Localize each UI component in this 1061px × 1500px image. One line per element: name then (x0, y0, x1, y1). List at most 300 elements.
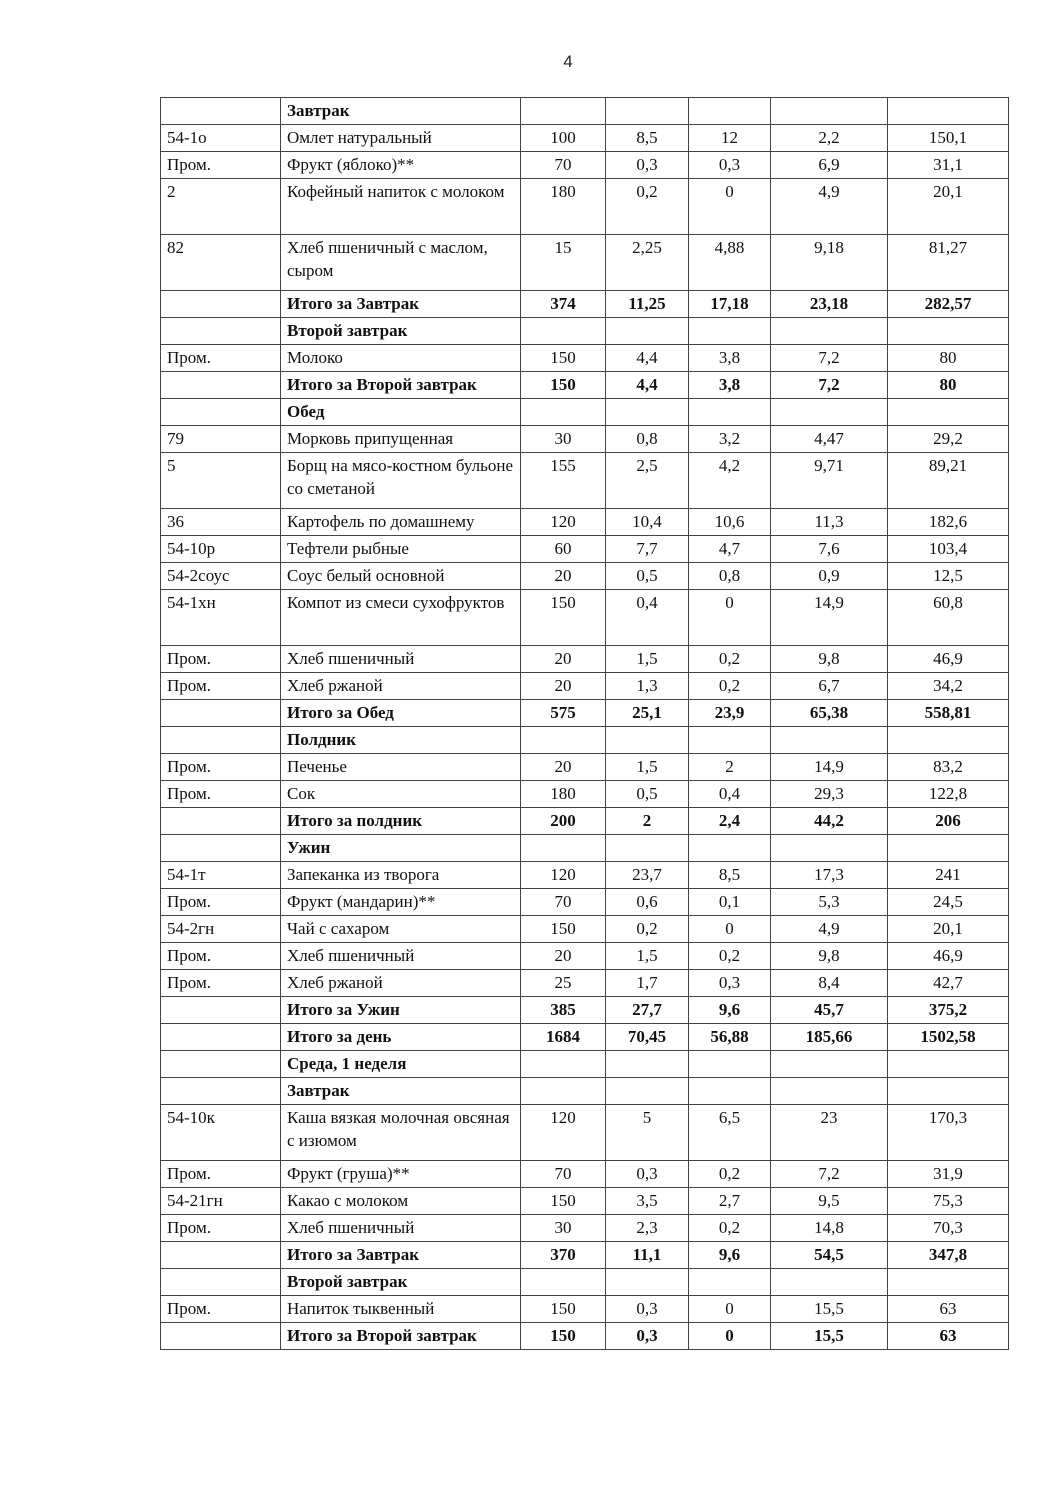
recipe-code-cell: Пром. (161, 889, 281, 916)
protein-cell: 0,6 (606, 889, 689, 916)
carbs-cell (771, 399, 888, 426)
table-row (161, 673, 1009, 700)
kcal-cell: 63 (888, 1296, 1009, 1323)
weight-cell: 385 (521, 997, 606, 1024)
table-row (161, 943, 1009, 970)
fat-cell: 0 (689, 916, 771, 943)
carbs-cell: 9,5 (771, 1188, 888, 1215)
dish-name-cell: Омлет натуральный (281, 125, 521, 152)
carbs-cell: 4,9 (771, 179, 888, 235)
dish-name-cell: Борщ на мясо-костном бульоне со сметаной (281, 453, 521, 509)
recipe-code-cell: 54-1о (161, 125, 281, 152)
protein-cell: 4,4 (606, 345, 689, 372)
recipe-code-cell (161, 1024, 281, 1051)
weight-cell: 20 (521, 646, 606, 673)
carbs-cell: 7,6 (771, 536, 888, 563)
table-row (161, 1215, 1009, 1242)
carbs-cell: 7,2 (771, 372, 888, 399)
protein-cell (606, 727, 689, 754)
kcal-cell: 75,3 (888, 1188, 1009, 1215)
dish-name-cell: Печенье (281, 754, 521, 781)
recipe-code-cell: 54-1т (161, 862, 281, 889)
kcal-cell: 20,1 (888, 916, 1009, 943)
recipe-code-cell: 5 (161, 453, 281, 509)
fat-cell: 0,3 (689, 152, 771, 179)
fat-cell: 0 (689, 179, 771, 235)
weight-cell: 150 (521, 372, 606, 399)
dish-name-cell: Хлеб пшеничный (281, 646, 521, 673)
recipe-code-cell: 54-21гн (161, 1188, 281, 1215)
recipe-code-cell (161, 727, 281, 754)
kcal-cell: 20,1 (888, 179, 1009, 235)
carbs-cell: 6,7 (771, 673, 888, 700)
carbs-cell: 14,8 (771, 1215, 888, 1242)
fat-cell: 4,2 (689, 453, 771, 509)
weight-cell (521, 1269, 606, 1296)
weight-cell (521, 399, 606, 426)
kcal-cell: 29,2 (888, 426, 1009, 453)
carbs-cell (771, 1078, 888, 1105)
section-header-row (161, 835, 1009, 862)
dish-name-cell: Морковь припущенная (281, 426, 521, 453)
protein-cell: 0,8 (606, 426, 689, 453)
carbs-cell: 11,3 (771, 509, 888, 536)
weight-cell: 70 (521, 1161, 606, 1188)
weight-cell: 150 (521, 345, 606, 372)
protein-cell: 11,1 (606, 1242, 689, 1269)
weight-cell: 374 (521, 291, 606, 318)
recipe-code-cell: 79 (161, 426, 281, 453)
table-row (161, 1105, 1009, 1161)
table-row (161, 590, 1009, 646)
protein-cell: 2,25 (606, 235, 689, 291)
kcal-cell: 80 (888, 345, 1009, 372)
kcal-cell: 80 (888, 372, 1009, 399)
protein-cell: 70,45 (606, 1024, 689, 1051)
fat-cell: 2 (689, 754, 771, 781)
fat-cell: 0,4 (689, 781, 771, 808)
recipe-code-cell: Пром. (161, 781, 281, 808)
fat-cell: 0,8 (689, 563, 771, 590)
weight-cell: 1684 (521, 1024, 606, 1051)
recipe-code-cell (161, 1323, 281, 1350)
weight-cell: 575 (521, 700, 606, 727)
dish-name-cell: Итого за день (281, 1024, 521, 1051)
fat-cell: 0,2 (689, 943, 771, 970)
dish-name-cell: Молоко (281, 345, 521, 372)
weight-cell: 150 (521, 1188, 606, 1215)
weight-cell: 70 (521, 152, 606, 179)
kcal-cell: 1502,58 (888, 1024, 1009, 1051)
weight-cell: 370 (521, 1242, 606, 1269)
recipe-code-cell: Пром. (161, 970, 281, 997)
total-row (161, 1242, 1009, 1269)
fat-cell: 0,2 (689, 646, 771, 673)
total-row (161, 808, 1009, 835)
total-row (161, 1323, 1009, 1350)
weight-cell (521, 835, 606, 862)
fat-cell: 10,6 (689, 509, 771, 536)
weight-cell: 180 (521, 179, 606, 235)
protein-cell: 0,3 (606, 1296, 689, 1323)
kcal-cell: 558,81 (888, 700, 1009, 727)
recipe-code-cell: 54-2соус (161, 563, 281, 590)
protein-cell: 5 (606, 1105, 689, 1161)
fat-cell: 9,6 (689, 997, 771, 1024)
dish-name-cell: Кофейный напиток с молоком (281, 179, 521, 235)
recipe-code-cell (161, 372, 281, 399)
dish-name-cell: Обед (281, 399, 521, 426)
carbs-cell: 9,8 (771, 646, 888, 673)
weight-cell: 20 (521, 563, 606, 590)
fat-cell: 56,88 (689, 1024, 771, 1051)
carbs-cell: 17,3 (771, 862, 888, 889)
kcal-cell: 182,6 (888, 509, 1009, 536)
section-header-row (161, 318, 1009, 345)
carbs-cell (771, 727, 888, 754)
protein-cell: 0,4 (606, 590, 689, 646)
dish-name-cell: Тефтели рыбные (281, 536, 521, 563)
weight-cell: 20 (521, 754, 606, 781)
weight-cell: 120 (521, 509, 606, 536)
table-row (161, 970, 1009, 997)
protein-cell: 4,4 (606, 372, 689, 399)
carbs-cell (771, 835, 888, 862)
protein-cell: 1,7 (606, 970, 689, 997)
recipe-code-cell (161, 291, 281, 318)
fat-cell: 17,18 (689, 291, 771, 318)
protein-cell: 2,5 (606, 453, 689, 509)
protein-cell (606, 98, 689, 125)
kcal-cell (888, 1051, 1009, 1078)
protein-cell: 10,4 (606, 509, 689, 536)
dish-name-cell: Сок (281, 781, 521, 808)
dish-name-cell: Итого за Обед (281, 700, 521, 727)
carbs-cell: 23 (771, 1105, 888, 1161)
weight-cell: 120 (521, 1105, 606, 1161)
carbs-cell: 45,7 (771, 997, 888, 1024)
protein-cell: 27,7 (606, 997, 689, 1024)
table-row (161, 179, 1009, 235)
dish-name-cell: Фрукт (яблоко)** (281, 152, 521, 179)
recipe-code-cell: Пром. (161, 1161, 281, 1188)
weight-cell: 120 (521, 862, 606, 889)
carbs-cell: 7,2 (771, 345, 888, 372)
kcal-cell: 347,8 (888, 1242, 1009, 1269)
carbs-cell: 65,38 (771, 700, 888, 727)
dish-name-cell: Соус белый основной (281, 563, 521, 590)
recipe-code-cell (161, 98, 281, 125)
page-number: 4 (563, 52, 573, 71)
fat-cell: 0,1 (689, 889, 771, 916)
carbs-cell: 14,9 (771, 754, 888, 781)
kcal-cell: 89,21 (888, 453, 1009, 509)
table-row (161, 345, 1009, 372)
weight-cell (521, 98, 606, 125)
fat-cell: 2,4 (689, 808, 771, 835)
fat-cell: 12 (689, 125, 771, 152)
kcal-cell: 34,2 (888, 673, 1009, 700)
table-row (161, 152, 1009, 179)
fat-cell: 23,9 (689, 700, 771, 727)
kcal-cell: 170,3 (888, 1105, 1009, 1161)
fat-cell: 0,2 (689, 1215, 771, 1242)
fat-cell (689, 1051, 771, 1078)
fat-cell (689, 98, 771, 125)
protein-cell: 1,3 (606, 673, 689, 700)
table-row (161, 889, 1009, 916)
dish-name-cell: Итого за Завтрак (281, 1242, 521, 1269)
fat-cell: 3,2 (689, 426, 771, 453)
menu-table-body (161, 98, 1009, 1350)
recipe-code-cell: 36 (161, 509, 281, 536)
total-row (161, 372, 1009, 399)
weight-cell (521, 318, 606, 345)
kcal-cell: 375,2 (888, 997, 1009, 1024)
table-row (161, 536, 1009, 563)
protein-cell (606, 399, 689, 426)
recipe-code-cell: 54-1хн (161, 590, 281, 646)
weight-cell: 150 (521, 590, 606, 646)
weight-cell: 180 (521, 781, 606, 808)
table-row (161, 646, 1009, 673)
fat-cell (689, 1078, 771, 1105)
protein-cell (606, 1269, 689, 1296)
carbs-cell (771, 1269, 888, 1296)
kcal-cell: 60,8 (888, 590, 1009, 646)
dish-name-cell: Итого за Ужин (281, 997, 521, 1024)
recipe-code-cell: Пром. (161, 345, 281, 372)
dish-name-cell: Итого за Второй завтрак (281, 1323, 521, 1350)
protein-cell: 0,3 (606, 1161, 689, 1188)
carbs-cell: 23,18 (771, 291, 888, 318)
table-row (161, 426, 1009, 453)
weight-cell: 30 (521, 1215, 606, 1242)
dish-name-cell: Итого за Завтрак (281, 291, 521, 318)
kcal-cell: 150,1 (888, 125, 1009, 152)
protein-cell: 2,3 (606, 1215, 689, 1242)
recipe-code-cell: 2 (161, 179, 281, 235)
kcal-cell: 282,57 (888, 291, 1009, 318)
protein-cell: 1,5 (606, 943, 689, 970)
section-header-row (161, 1051, 1009, 1078)
recipe-code-cell (161, 808, 281, 835)
total-row (161, 700, 1009, 727)
protein-cell: 2 (606, 808, 689, 835)
fat-cell: 0,2 (689, 1161, 771, 1188)
fat-cell: 4,7 (689, 536, 771, 563)
weight-cell: 70 (521, 889, 606, 916)
kcal-cell: 83,2 (888, 754, 1009, 781)
dish-name-cell: Второй завтрак (281, 1269, 521, 1296)
kcal-cell (888, 399, 1009, 426)
protein-cell (606, 835, 689, 862)
fat-cell: 9,6 (689, 1242, 771, 1269)
recipe-code-cell (161, 997, 281, 1024)
kcal-cell (888, 1269, 1009, 1296)
protein-cell (606, 1078, 689, 1105)
protein-cell (606, 318, 689, 345)
carbs-cell: 9,8 (771, 943, 888, 970)
fat-cell: 0,2 (689, 673, 771, 700)
carbs-cell: 6,9 (771, 152, 888, 179)
carbs-cell: 5,3 (771, 889, 888, 916)
fat-cell: 3,8 (689, 345, 771, 372)
table-row (161, 563, 1009, 590)
kcal-cell (888, 835, 1009, 862)
table-row (161, 781, 1009, 808)
recipe-code-cell: Пром. (161, 673, 281, 700)
weight-cell: 200 (521, 808, 606, 835)
dish-name-cell: Хлеб пшеничный (281, 1215, 521, 1242)
fat-cell (689, 399, 771, 426)
table-row (161, 453, 1009, 509)
kcal-cell: 241 (888, 862, 1009, 889)
kcal-cell (888, 318, 1009, 345)
dish-name-cell: Полдник (281, 727, 521, 754)
protein-cell: 7,7 (606, 536, 689, 563)
recipe-code-cell: 54-10р (161, 536, 281, 563)
fat-cell (689, 318, 771, 345)
carbs-cell: 44,2 (771, 808, 888, 835)
weight-cell (521, 1051, 606, 1078)
weight-cell: 30 (521, 426, 606, 453)
dish-name-cell: Завтрак (281, 1078, 521, 1105)
section-header-row (161, 399, 1009, 426)
weight-cell: 20 (521, 943, 606, 970)
section-header-row (161, 1078, 1009, 1105)
dish-name-cell: Среда, 1 неделя (281, 1051, 521, 1078)
recipe-code-cell (161, 1269, 281, 1296)
fat-cell: 4,88 (689, 235, 771, 291)
recipe-code-cell (161, 1078, 281, 1105)
kcal-cell (888, 98, 1009, 125)
dish-name-cell: Запеканка из творога (281, 862, 521, 889)
dish-name-cell: Фрукт (груша)** (281, 1161, 521, 1188)
carbs-cell: 7,2 (771, 1161, 888, 1188)
table-row (161, 235, 1009, 291)
total-row (161, 997, 1009, 1024)
dish-name-cell: Напиток тыквенный (281, 1296, 521, 1323)
dish-name-cell: Какао с молоком (281, 1188, 521, 1215)
dish-name-cell: Фрукт (мандарин)** (281, 889, 521, 916)
kcal-cell: 63 (888, 1323, 1009, 1350)
dish-name-cell: Каша вязкая молочная овсяная с изюмом (281, 1105, 521, 1161)
weight-cell: 150 (521, 916, 606, 943)
fat-cell (689, 1269, 771, 1296)
dish-name-cell: Хлеб пшеничный (281, 943, 521, 970)
fat-cell (689, 727, 771, 754)
fat-cell: 3,8 (689, 372, 771, 399)
kcal-cell: 46,9 (888, 943, 1009, 970)
recipe-code-cell (161, 399, 281, 426)
table-row (161, 1296, 1009, 1323)
weight-cell: 60 (521, 536, 606, 563)
fat-cell: 8,5 (689, 862, 771, 889)
fat-cell (689, 835, 771, 862)
fat-cell: 0 (689, 1323, 771, 1350)
dish-name-cell: Хлеб ржаной (281, 673, 521, 700)
table-row (161, 862, 1009, 889)
kcal-cell: 42,7 (888, 970, 1009, 997)
protein-cell: 8,5 (606, 125, 689, 152)
menu-table (160, 97, 1009, 1350)
protein-cell: 0,5 (606, 563, 689, 590)
table-row (161, 1188, 1009, 1215)
table-row (161, 916, 1009, 943)
table-row (161, 125, 1009, 152)
protein-cell: 0,2 (606, 179, 689, 235)
weight-cell: 155 (521, 453, 606, 509)
carbs-cell: 9,18 (771, 235, 888, 291)
weight-cell: 100 (521, 125, 606, 152)
carbs-cell: 4,9 (771, 916, 888, 943)
kcal-cell: 46,9 (888, 646, 1009, 673)
protein-cell (606, 1051, 689, 1078)
protein-cell: 0,3 (606, 1323, 689, 1350)
total-row (161, 291, 1009, 318)
protein-cell: 1,5 (606, 754, 689, 781)
carbs-cell (771, 318, 888, 345)
fat-cell: 0 (689, 590, 771, 646)
kcal-cell: 122,8 (888, 781, 1009, 808)
recipe-code-cell: Пром. (161, 754, 281, 781)
table-row (161, 1161, 1009, 1188)
kcal-cell: 24,5 (888, 889, 1009, 916)
protein-cell: 0,5 (606, 781, 689, 808)
carbs-cell: 14,9 (771, 590, 888, 646)
weight-cell: 15 (521, 235, 606, 291)
kcal-cell (888, 1078, 1009, 1105)
kcal-cell: 31,1 (888, 152, 1009, 179)
weight-cell: 25 (521, 970, 606, 997)
fat-cell: 0 (689, 1296, 771, 1323)
carbs-cell: 54,5 (771, 1242, 888, 1269)
dish-name-cell: Итого за полдник (281, 808, 521, 835)
protein-cell: 25,1 (606, 700, 689, 727)
section-header-row (161, 98, 1009, 125)
kcal-cell: 70,3 (888, 1215, 1009, 1242)
protein-cell: 11,25 (606, 291, 689, 318)
dish-name-cell: Ужин (281, 835, 521, 862)
recipe-code-cell (161, 318, 281, 345)
kcal-cell: 206 (888, 808, 1009, 835)
protein-cell: 0,2 (606, 916, 689, 943)
dish-name-cell: Компот из смеси сухофруктов (281, 590, 521, 646)
section-header-row (161, 727, 1009, 754)
kcal-cell: 81,27 (888, 235, 1009, 291)
carbs-cell (771, 98, 888, 125)
carbs-cell: 2,2 (771, 125, 888, 152)
weight-cell: 150 (521, 1323, 606, 1350)
carbs-cell: 4,47 (771, 426, 888, 453)
recipe-code-cell: 54-2гн (161, 916, 281, 943)
kcal-cell: 31,9 (888, 1161, 1009, 1188)
recipe-code-cell (161, 1242, 281, 1269)
carbs-cell: 15,5 (771, 1323, 888, 1350)
carbs-cell: 0,9 (771, 563, 888, 590)
dish-name-cell: Завтрак (281, 98, 521, 125)
total-row (161, 1024, 1009, 1051)
weight-cell (521, 1078, 606, 1105)
dish-name-cell: Картофель по домашнему (281, 509, 521, 536)
recipe-code-cell: Пром. (161, 152, 281, 179)
kcal-cell: 12,5 (888, 563, 1009, 590)
table-row (161, 754, 1009, 781)
carbs-cell (771, 1051, 888, 1078)
dish-name-cell: Хлеб пшеничный с маслом, сыром (281, 235, 521, 291)
table-row (161, 509, 1009, 536)
